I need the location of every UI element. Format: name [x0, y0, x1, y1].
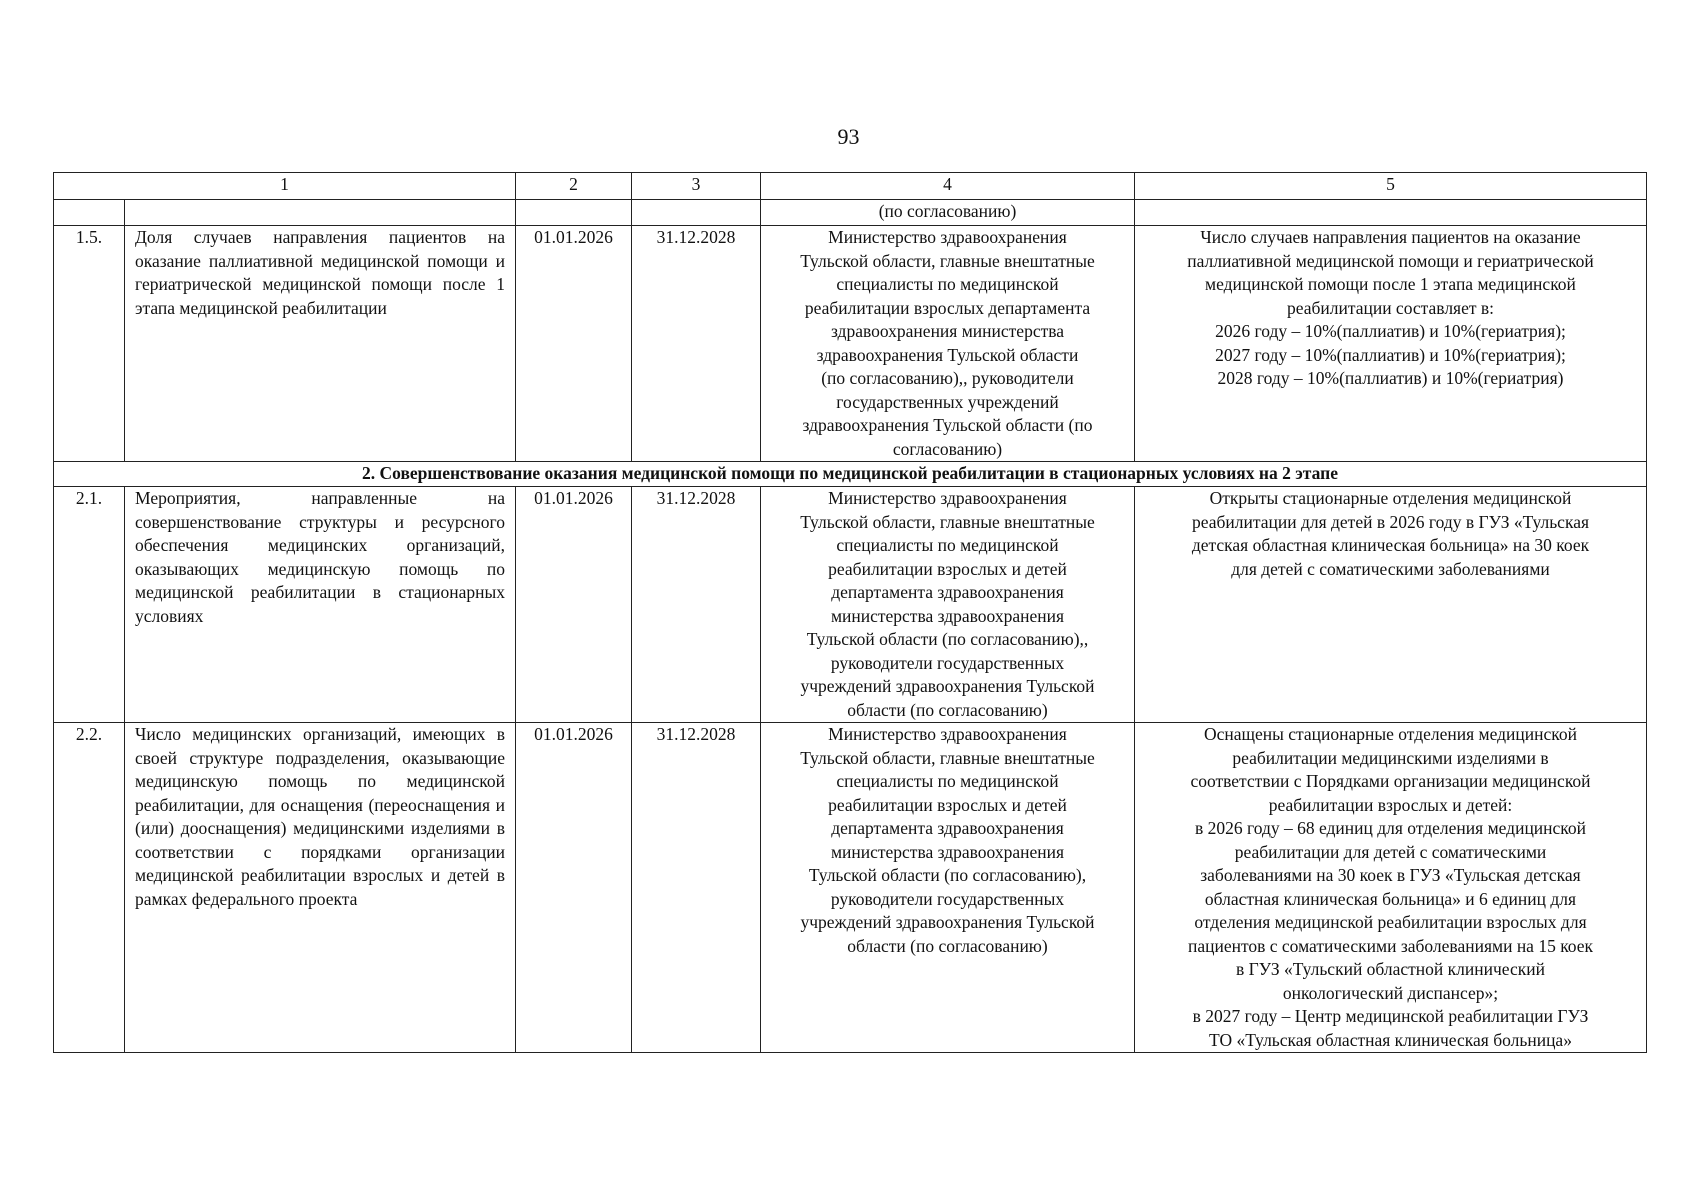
text-line: реабилитации составляет в:: [1286, 297, 1495, 318]
column-header: 3: [632, 173, 761, 200]
text-line: медицинской помощи после 1 этапа медицинской: [1205, 274, 1576, 294]
responsible-cell: [761, 723, 1135, 1053]
text-line: Число случаев направления пациентов на оказание: [1200, 227, 1581, 247]
text-line: реабилитации взрослых и детей:: [1268, 794, 1513, 815]
measure-name: Доля случаев направления пациентов на оказание паллиативной медицинской помощи и гериатрической медицинской помощи после 1 этапа медицинской реабилитации: [125, 226, 516, 462]
text-line: (по согласованию),, руководители: [821, 368, 1074, 388]
text-line: паллиативной медицинской помощи и гериатрической: [1187, 250, 1594, 271]
text-line: Тульской области, главные внештатные: [800, 747, 1095, 768]
text-line: в ГУЗ «Тульский областной клинический: [1235, 959, 1546, 979]
column-header: 5: [1135, 173, 1647, 200]
table-cell: [632, 200, 761, 226]
text-line: 2027 году – 10%(паллиатив) и 10%(гериатрия);: [1215, 344, 1566, 365]
text-line: департамента здравоохранения: [831, 582, 1064, 602]
result-cell: [1135, 723, 1647, 1053]
text-line: Тульской области (по согласованию),: [808, 865, 1087, 885]
text-line: реабилитации взрослых и детей: [828, 558, 1067, 579]
text-line: министерства здравоохранения: [830, 841, 1065, 862]
table-row: [54, 487, 1647, 723]
text-line: специалисты по медицинской: [836, 274, 1059, 294]
text-line: соответствии с Порядками организации медицинской: [1190, 771, 1591, 791]
text-line: реабилитации взрослых департамента: [804, 297, 1091, 318]
column-header: 4: [761, 173, 1135, 200]
result-cell: [1135, 487, 1647, 723]
text-line: реабилитации медицинскими изделиями в: [1232, 747, 1549, 768]
text-line: заболеваниями на 30 коек в ГУЗ «Тульская детская: [1200, 865, 1581, 885]
text-line: ТО «Тульская областная клиническая больница»: [1209, 1029, 1572, 1050]
text-line: Министерство здравоохранения: [828, 488, 1067, 508]
text-line: Министерство здравоохранения: [828, 724, 1067, 744]
table-cell: [1135, 200, 1647, 226]
row-number: 2.2.: [54, 723, 125, 1053]
text-line: согласованию): [892, 438, 1003, 459]
result-cell: [1135, 226, 1647, 462]
start-date: 01.01.2026: [516, 226, 632, 462]
responsible-cell: (по согласованию): [761, 200, 1135, 226]
table-cell: [516, 200, 632, 226]
text-line: здравоохранения Тульской области: [816, 344, 1079, 365]
text-line: областная клиническая больница» и 6 единиц для: [1204, 888, 1577, 909]
responsible-cell: [761, 487, 1135, 723]
text-line: министерства здравоохранения: [830, 605, 1065, 626]
text-line: учреждений здравоохранения Тульской: [800, 912, 1095, 932]
column-header: 2: [516, 173, 632, 200]
text-line: руководители государственных: [830, 888, 1065, 909]
text-line: реабилитации для детей в 2026 году в ГУЗ «Тульская: [1191, 511, 1590, 532]
text-line: Тульской области, главные внештатные: [800, 250, 1095, 271]
text-line: Тульской области, главные внештатные: [800, 511, 1095, 532]
table-row: [54, 226, 1647, 462]
text-line: реабилитации для детей с соматическими: [1234, 841, 1547, 862]
text-line: области (по согласованию): [847, 699, 1048, 720]
table-row: [54, 723, 1647, 1053]
text-line: Министерство здравоохранения: [828, 227, 1067, 247]
row-number: 2.1.: [54, 487, 125, 723]
section-title: 2. Совершенствование оказания медицинской помощи по медицинской реабилитации в стационарных условиях на 2 этапе: [54, 462, 1647, 487]
end-date: 31.12.2028: [632, 226, 761, 462]
column-header: 1: [54, 173, 516, 200]
end-date: 31.12.2028: [632, 723, 761, 1053]
table-cell: [54, 200, 125, 226]
text-line: государственных учреждений: [836, 391, 1059, 412]
text-line: руководители государственных: [830, 652, 1065, 673]
section-heading-row: [54, 462, 1647, 487]
responsible-cell: [761, 226, 1135, 462]
text-line: специалисты по медицинской: [836, 771, 1059, 791]
text-line: 2026 году – 10%(паллиатив) и 10%(гериатрия);: [1215, 321, 1566, 341]
text-line: для детей с соматическими заболеваниями: [1231, 558, 1550, 579]
text-line: Тульской области (по согласованию),,: [806, 629, 1089, 649]
text-line: области (по согласованию): [847, 935, 1048, 956]
text-line: департамента здравоохранения: [831, 818, 1064, 838]
text-line: в 2027 году – Центр медицинской реабилитации ГУЗ: [1192, 1006, 1589, 1026]
text-line: специалисты по медицинской: [836, 535, 1059, 555]
text-line: здравоохранения министерства: [830, 321, 1065, 341]
measures-table: [53, 172, 1647, 1053]
text-line: онкологический диспансер»;: [1282, 982, 1499, 1003]
page-number: 93: [837, 124, 860, 149]
text-line: реабилитации взрослых и детей: [828, 794, 1067, 815]
text-line: Открыты стационарные отделения медицинской: [1209, 488, 1572, 508]
start-date: 01.01.2026: [516, 723, 632, 1053]
table-header-row: [54, 173, 1647, 200]
text-line: пациентов с соматическими заболеваниями на 15 коек: [1187, 935, 1594, 956]
text-line: отделения медицинской реабилитации взрослых для: [1194, 912, 1587, 932]
text-line: детская областная клиническая больница» на 30 коек: [1191, 535, 1590, 555]
continuation-row: [54, 200, 1647, 226]
row-number: 1.5.: [54, 226, 125, 462]
text-line: Оснащены стационарные отделения медицинской: [1203, 724, 1578, 744]
text-line: здравоохранения Тульской области (по: [802, 415, 1093, 435]
measure-name: Число медицинских организаций, имеющих в своей структуре подразделения, оказывающие медицинскую помощь по медицинской реабилитации, для оснащения (переоснащения и (или) дооснащения) медицинскими изделиями в соответствии с порядками организации медицинской реабилитации взрослых и детей в рамках федерального проекта: [125, 723, 516, 1053]
end-date: 31.12.2028: [632, 487, 761, 723]
start-date: 01.01.2026: [516, 487, 632, 723]
text-line: 2028 году – 10%(паллиатив) и 10%(гериатрия): [1217, 368, 1564, 388]
table-cell: [125, 200, 516, 226]
text-line: в 2026 году – 68 единиц для отделения медицинской: [1194, 818, 1587, 838]
text-line: учреждений здравоохранения Тульской: [800, 676, 1095, 696]
measure-name: Мероприятия, направленные на совершенствование структуры и ресурсного обеспечения медицинских организаций, оказывающих медицинскую помощь по медицинской реабилитации в стационарных условиях: [125, 487, 516, 723]
